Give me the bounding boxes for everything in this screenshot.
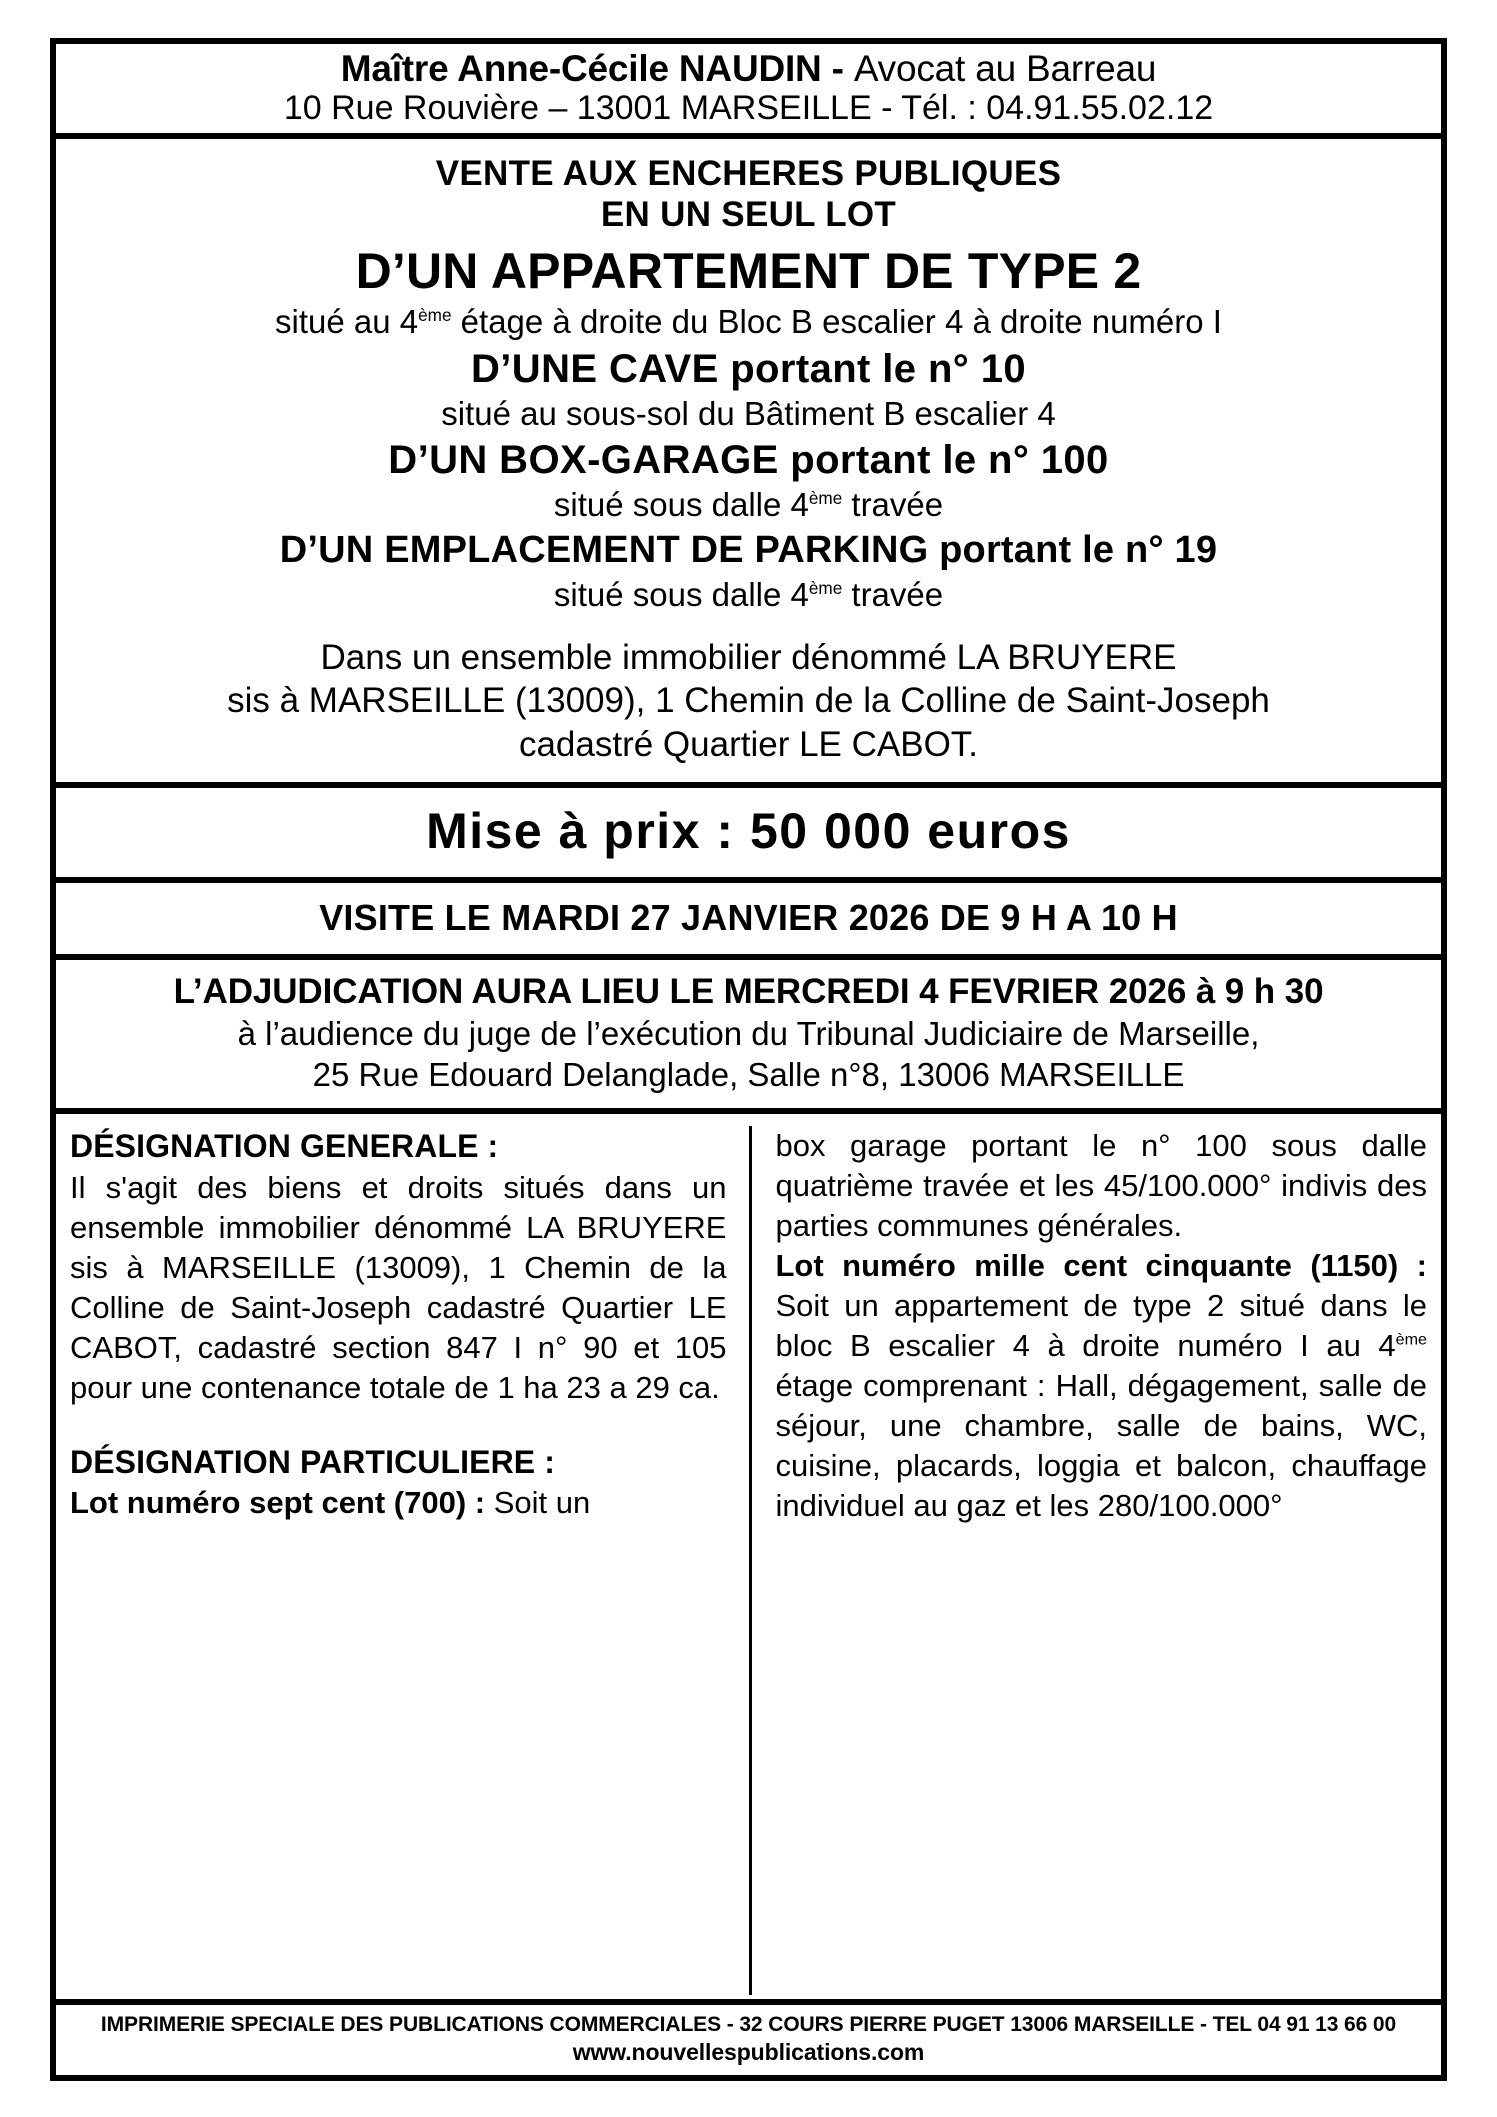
lot-700-body-start: Soit un [485,1484,591,1520]
designation-right-column [749,1126,1428,1995]
parking-location [68,575,1429,615]
adjudication-block [56,954,1441,1109]
parking-ordinal: ème [808,577,843,598]
apartment-location [68,302,1429,342]
lawyer-address: 10 Rue Rouvière – 13001 MARSEILLE - Tél. : 04.91.55.02.12 [283,89,1214,128]
box-location-post: travée [842,486,944,524]
box-garage-headline: D’UN BOX-GARAGE portant le n° 100 [388,438,1109,483]
lot-1150-paragraph [776,1246,1428,1526]
adjudication-title: L’ADJUDICATION AURA LIEU LE MERCREDI 4 FEVRIER 2026 à 9 h 30 [173,971,1324,1011]
ensemble-line-2: sis à MARSEILLE (13009), 1 Chemin de la Colline de Saint-Joseph [227,681,1270,721]
apartment-location-pre: situé au 4 [275,303,419,341]
lot-1150-label: Lot numéro mille cent cinquante (1150) : [775,1248,1427,1284]
adjudication-address-line: 25 Rue Edouard Delanglade, Salle n°8, 13006 MARSEILLE [312,1056,1185,1094]
cave-location: situé au sous-sol du Bâtiment B escalier 4 [441,394,1056,432]
ensemble-line-1: Dans un ensemble immobilier dénommé LA BRUYERE [320,638,1177,678]
designation-columns [56,1108,1441,1999]
printer-info: IMPRIMERIE SPECIALE DES PUBLICATIONS COMMERCIALES - 32 COURS PIERRE PUGET 13006 MARSEILLE - TEL 04 91 13 66 00 [100,2013,1397,2036]
lawyer-header [56,44,1441,133]
designation-general-body: Il s'agit des biens et droits situés dans un ensemble immobilier dénommé LA BRUYERE sis à MARSEILLE (13009), 1 Chemin de la Colline de Saint-Joseph cadastré Quartier LE CABOT, cadastré section 847 I n° 90 et 105 pour une contenance totale de 1 ha 23 a 29 ca. [70,1169,727,1405]
lawyer-header-line [66,48,1431,89]
lot-700-label: Lot numéro sept cent (700) : [70,1484,486,1520]
sale-type-line2: EN UN SEUL LOT [600,194,897,234]
sale-type-line1: VENTE AUX ENCHERES PUBLIQUES [435,153,1062,193]
lawyer-role: Avocat au Barreau [853,48,1157,89]
box-ordinal: ème [808,488,843,509]
lot-700-paragraph [70,1483,727,1523]
property-headline: D’UN APPARTEMENT DE TYPE 2 [355,243,1142,300]
printer-footer [56,1999,1441,2075]
parking-location-post: travée [842,575,944,613]
visit-schedule: VISITE LE MARDI 27 JANVIER 2026 DE 9 H A 10 H [319,897,1178,939]
printer-website: www.nouvellespublications.com [572,2039,925,2066]
cave-headline: D’UNE CAVE portant le n° 10 [470,346,1027,391]
starting-price-block [56,782,1441,877]
lot-1150-ordinal: ème [1395,1330,1427,1349]
box-location-pre: situé sous dalle 4 [553,486,809,524]
parking-location-pre: situé sous dalle 4 [553,575,809,613]
apartment-location-post: étage à droite du Bloc B escalier 4 à droite numéro I [451,303,1222,341]
lot-1150-body-pre: Soit un appartement de type 2 situé dans le bloc B escalier 4 à droite numéro I au 4 [775,1288,1427,1364]
box-garage-location [68,485,1429,525]
adjudication-venue-line: à l’audience du juge de l’exécution du Tribunal Judiciaire de Marseille, [237,1014,1260,1052]
notice-frame [50,38,1447,2081]
designation-left-column [70,1126,749,1995]
designation-particular-heading: DÉSIGNATION PARTICULIERE : [70,1443,555,1480]
lawyer-name: Maître Anne-Cécile NAUDIN [340,48,822,89]
apartment-ordinal: ème [418,305,452,326]
column-spacer [70,1408,727,1442]
ensemble-line-3: cadastré Quartier LE CABOT. [518,724,979,764]
sale-title-block [56,133,1441,783]
parking-headline: D’UN EMPLACEMENT DE PARKING portant le n° 19 [279,528,1218,571]
designation-general-heading: DÉSIGNATION GENERALE : [70,1128,499,1165]
lot-1150-body-post: étage comprenant : Hall, dégagement, salle de séjour, une chambre, salle de bains, WC, cuisine, placards, loggia et balcon, chauffage individuel au gaz et les 280/100.000° [775,1368,1427,1524]
starting-price: Mise à prix : 50 000 euros [426,803,1071,860]
visit-block [56,877,1441,954]
header-separator: - [821,48,854,89]
lot-700-continuation: box garage portant le n° 100 sous dalle quatrième travée et les 45/100.000° indivis des parties communes générales. [775,1128,1427,1244]
